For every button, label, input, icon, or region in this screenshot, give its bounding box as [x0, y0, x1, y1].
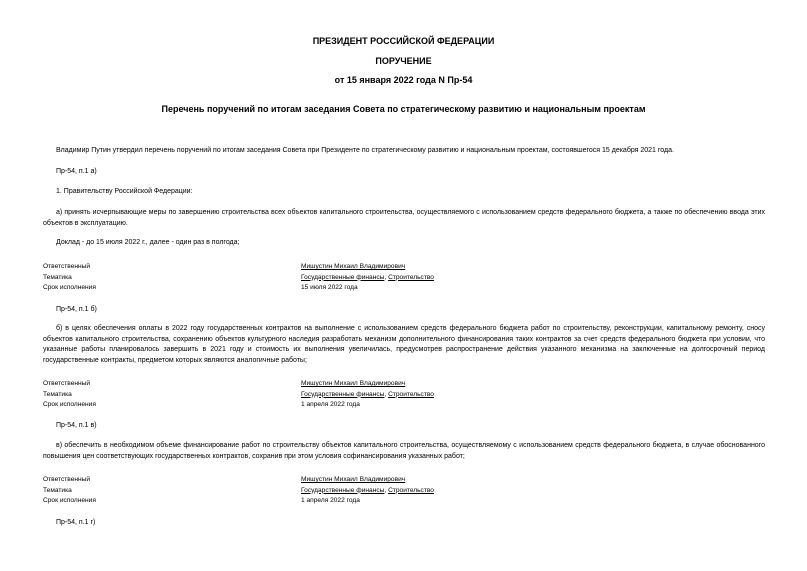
topic-separator: ,	[384, 486, 387, 494]
responsible-label: Ответственный	[43, 380, 91, 387]
topic-label: Тематика	[43, 273, 72, 281]
info-block-a	[0, 262, 807, 294]
intro-paragraph: Владимир Путин утвердил перечень поручений по итогам заседания Совета при Президенте по стратегическому развитию и национальным проектам, состоявшегося 15 декабря 2021 года.	[56, 147, 674, 154]
paragraph-c: в) обеспечить в необходимом объеме финансирование работ по строительству объектов капитального строительства, осуществляемому с использованием средств федерального бюджета, в случае обоснованного повышения цен соответствующих государственных контрактов, сохранив при этом условия софинансирования указанных работ;	[43, 442, 765, 460]
item-1-heading: 1. Правительству Российской Федерации:	[56, 188, 193, 195]
document-title: Перечень поручений по итогам заседания Совета по стратегическому развитию и национальным проектам	[161, 104, 646, 114]
deadline-value: 15 июля 2022 года	[301, 284, 358, 291]
deadline-label: Срок исполнения	[43, 401, 96, 408]
topic-label: Тематика	[43, 390, 72, 398]
deadline-value: 1 апреля 2022 года	[301, 497, 360, 504]
responsible-label: Ответственный	[43, 476, 91, 483]
responsible-link[interactable]: Мишустин Михаил Владимирович	[301, 263, 406, 270]
topic-links	[301, 273, 434, 284]
info-block-c	[0, 475, 807, 507]
topic-label: Тематика	[43, 486, 72, 494]
issuing-authority: ПРЕЗИДЕНТ РОССИЙСКОЙ ФЕДЕРАЦИИ	[312, 36, 495, 46]
topic-links	[301, 390, 434, 401]
topic-link-finance[interactable]: Государственные финансы	[301, 273, 385, 281]
info-block-b	[0, 379, 807, 411]
topic-link-finance[interactable]: Государственные финансы	[301, 390, 385, 398]
reference-1c: Пр-54, п.1 в)	[56, 422, 97, 429]
reference-1a: Пр-54, п.1 а)	[56, 168, 97, 175]
topic-separator: ,	[384, 390, 387, 398]
topic-link-construction[interactable]: Строительство	[388, 390, 434, 398]
responsible-link[interactable]: Мишустин Михаил Владимирович	[301, 380, 406, 387]
document-type: ПОРУЧЕНИЕ	[375, 56, 432, 66]
paragraph-a: а) принять исчерпывающие меры по завершению строительства всех объектов капитального строительства, осуществляемого с использованием средств федерального бюджета, а также по обеспечению ввода этих объектов в эксплуатацию.	[43, 209, 765, 227]
deadline-value: 1 апреля 2022 года	[301, 401, 360, 408]
responsible-label: Ответственный	[43, 263, 91, 270]
topic-links	[301, 486, 434, 497]
deadline-label: Срок исполнения	[43, 284, 96, 291]
deadline-label: Срок исполнения	[43, 497, 96, 504]
reference-1b: Пр-54, п.1 б)	[56, 306, 97, 313]
topic-link-construction[interactable]: Строительство	[388, 486, 434, 494]
paragraph-b: б) в целях обеспечения оплаты в 2022 году государственных контрактов на выполнение с использованием средств федерального бюджета работ по строительству, реконструкции, капитальному ремонту, сносу объектов капитального строительства, сохранению объектов культурного наследия разработать механизм дополнительного финансирования таких контрактов за счет средств федерального бюджета при условии, что указанные работы планировалось завершить в 2021 году и стоимость их выполнения увеличилась, предусмотрев распространение действия указанного механизма на заключенные на долгосрочный период государственные контракты, предметом которых являются аналогичные работы;	[43, 325, 765, 364]
topic-link-construction[interactable]: Строительство	[388, 273, 434, 281]
responsible-link[interactable]: Мишустин Михаил Владимирович	[301, 476, 406, 483]
report-deadline-a: Доклад - до 15 июля 2022 г., далее - один раз в полгода;	[56, 239, 240, 246]
document-date-number: от 15 января 2022 года N Пр-54	[334, 75, 473, 85]
topic-link-finance[interactable]: Государственные финансы	[301, 486, 385, 494]
topic-separator: ,	[384, 273, 387, 281]
reference-1d: Пр-54, п.1 г)	[56, 519, 96, 526]
